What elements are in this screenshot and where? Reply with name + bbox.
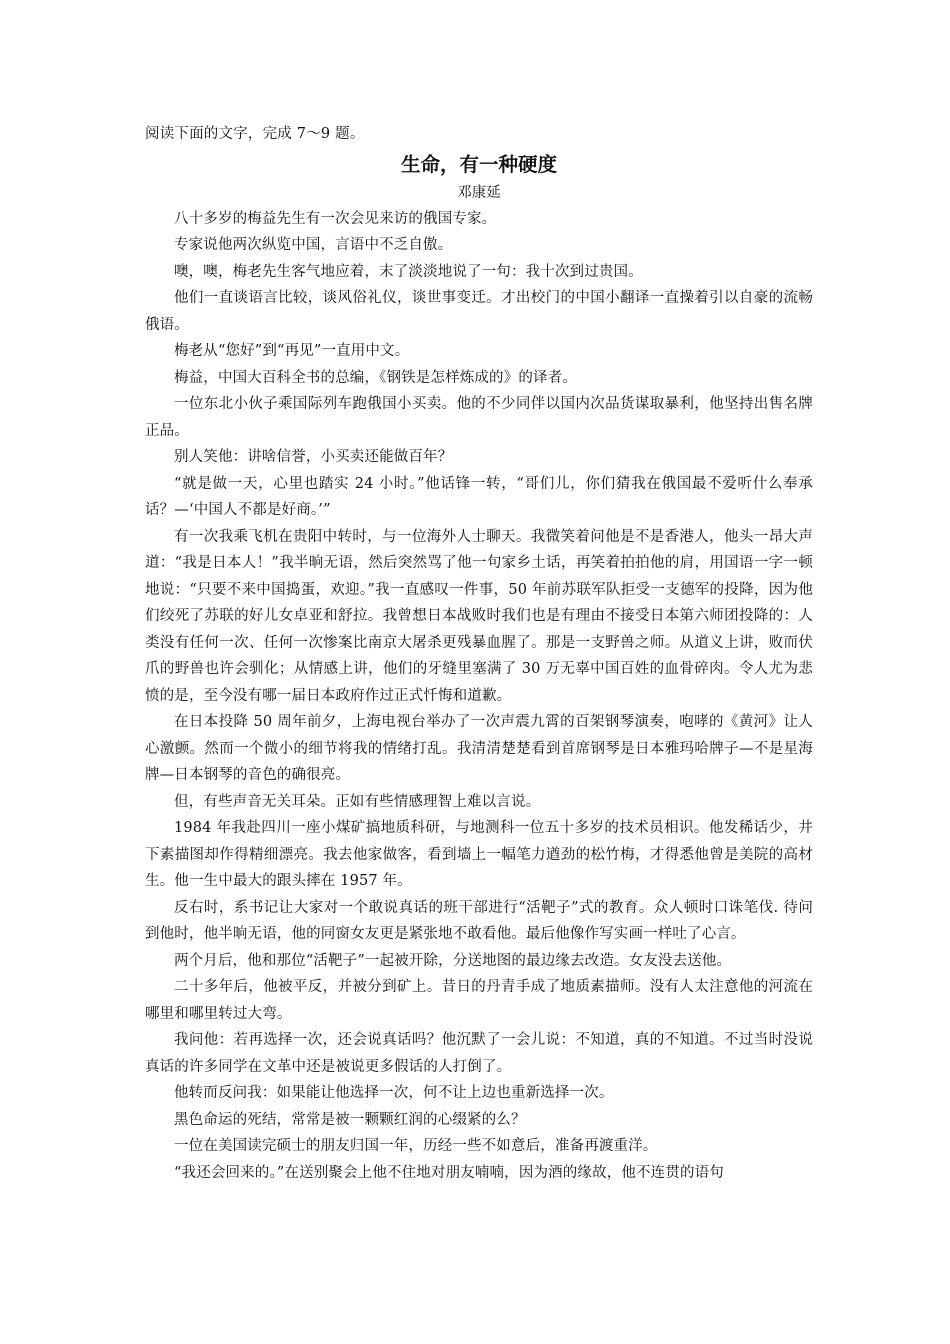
article-body (145, 206, 813, 1187)
article-paragraph: 黑色命运的死结，常常是被一颗颗红润的心缀紧的么？ (174, 1111, 526, 1128)
article-paragraph: 1984 年我赴四川一座小煤矿搞地质科研，与地测科一位五十多岁的技术员相识。他发稀话少，井下素描图却作得精细漂亮。我去他家做客，看到墙上一幅笔力遒劲的松竹梅，才得悉他曾是美院的高材生。他一生中最大的跟头摔在 1957 年。 (145, 820, 813, 889)
article-paragraph: 专家说他两次纵览中国，言语中不乏自傲。 (174, 237, 453, 253)
article-title: 生命，有一种硬度 (400, 152, 557, 176)
article-paragraph: 两个月后，他和那位“活靶子”一起被开除，分送地图的最边缘去改造。女友没去送他。 (174, 952, 732, 969)
article-paragraph: 我问他：若再选择一次，还会说真话吗？他沉默了一会儿说：不知道，真的不知道。不过当时没说真话的许多同学在文革中还是被说更多假话的人打倒了。 (145, 1032, 813, 1075)
document-page (145, 121, 813, 1186)
article-paragraph: “我还会回来的。”在送别聚会上他不住地对朋友喃喃，因为酒的缘故，他不连贯的语句 (174, 1164, 724, 1181)
article-paragraph: 二十多年后，他被平反，并被分到矿上。昔日的丹青手成了地质素描师。没有人太注意他的河流在哪里和哪里转过大弯。 (145, 979, 813, 1022)
article-paragraph: 他转而反问我：如果能让他选择一次，何不让上边也重新选择一次。 (174, 1085, 614, 1101)
article-paragraph: 一位在美国读完硕士的朋友归国一年，历经一些不如意后，准备再渡重洋。 (174, 1138, 658, 1154)
article-paragraph: 在日本投降 50 周年前夕，上海电视台举办了一次声震九霄的百架钢琴演奏，咆哮的《黄河》让人心激颤。然而一个微小的细节将我的情绪打乱。我清清楚楚看到首席钢琴是日本雅玛哈牌子—不是星海牌—日本钢琴的音色的确很亮。 (145, 714, 813, 783)
article-paragraph: 八十多岁的梅益先生有一次会见来访的俄国专家。 (174, 210, 497, 227)
article-paragraph: “就是做一天，心里也踏实 24 小时。”他话锋一转，“哥们儿，你们猜我在俄国最不爱听什么奉承话？—‘中国人不都是好商。’” (145, 475, 813, 518)
article-paragraph: 噢，噢，梅老先生客气地应着，末了淡淡地说了一句：我十次到过贵国。 (174, 263, 643, 280)
article-author: 邓康延 (457, 184, 501, 201)
article-paragraph: 别人笑他：讲啥信誉，小买卖还能做百年？ (174, 449, 453, 465)
reading-instruction: 阅读下面的文字，完成 7～9 题。 (145, 126, 365, 142)
article-paragraph: 他们一直谈语言比较，谈风俗礼仪，谈世事变迁。才出校门的中国小翻译一直操着引以自豪的流畅俄语。 (145, 290, 813, 333)
article-paragraph: 一位东北小伙子乘国际列车跑俄国小买卖。他的不少同伴以国内次品货谋取暴利，他坚持出售名牌正品。 (145, 396, 813, 439)
article-paragraph: 梅老从“您好”到“再见”一直用中文。 (174, 343, 410, 359)
article-paragraph: 梅益，中国大百科全书的总编，《钢铁是怎样炼成的》的译者。 (174, 369, 577, 386)
article-paragraph: 但，有些声音无关耳朵。正如有些情感理智上难以言说。 (174, 793, 541, 810)
article-paragraph: 反右时，系书记让大家对一个敢说真话的班干部进行“活靶子”式的教育。众人顿时口诛笔伐. 待问到他时，他半晌无语，他的同窗女友更是紧张地不敢看他。最后他像作写实画一样吐了心言。 (145, 899, 813, 942)
article-paragraph: 有一次我乘飞机在贵阳中转时，与一位海外人士聊天。我微笑着问他是不是香港人，他头一昂大声道：“我是日本人！”我半晌无语，然后突然骂了他一句家乡土话，再笑着拍拍他的肩，用国语一字一顿地说：“只要不来中国捣蛋，欢迎。”我一直感叹一件事，50 年前苏联军队拒受一支德军的投降，因为他们绞死了苏联的好儿女卓亚和舒拉。我曾想日本战败时我们也是有理由不接受日本第六师团投降的：人类没有任何一次、任何一次惨案比南京大屠杀更残暴血腥了。那是一支野兽之师。从道义上讲，败而伏爪的野兽也许会驯化；从情感上讲，他们的牙缝里塞满了 30 万无辜中国百姓的血骨碎肉。令人尤为悲愤的是，至今没有哪一届日本政府作过正式忏悔和道歉。 (145, 528, 813, 704)
